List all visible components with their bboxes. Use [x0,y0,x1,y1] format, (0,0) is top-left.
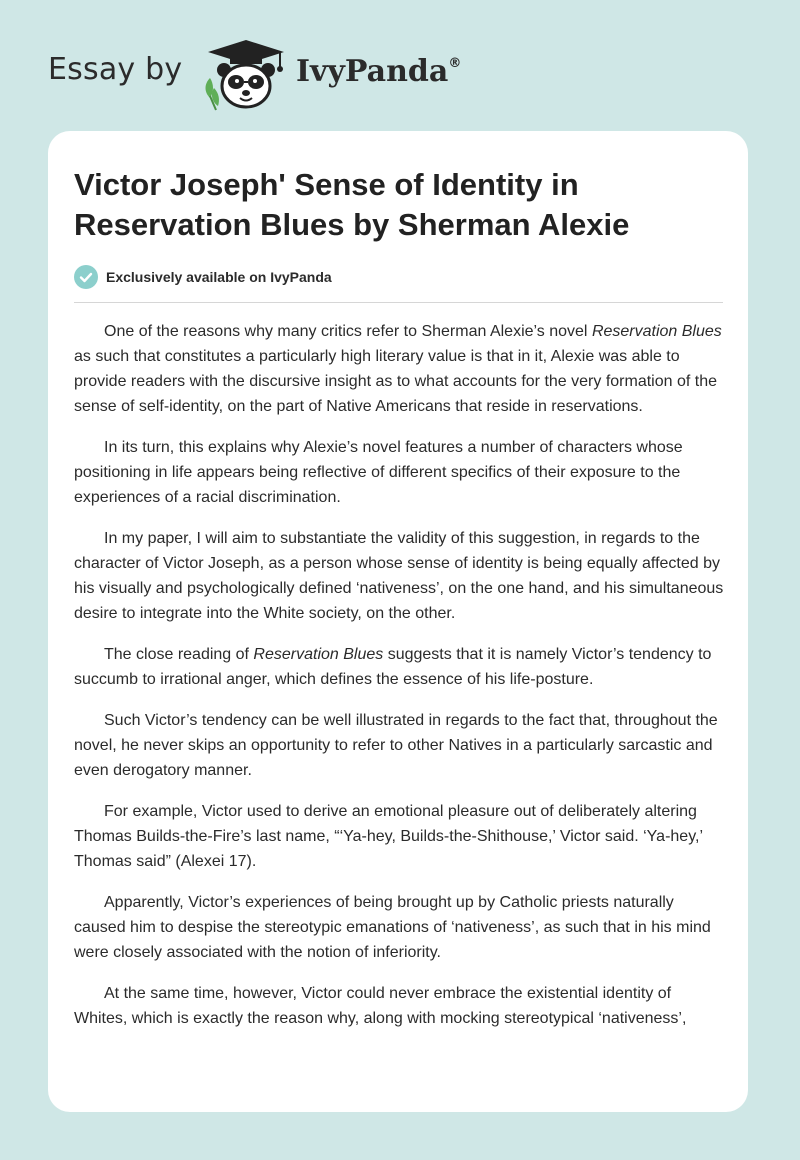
paragraph: Such Victor’s tendency can be well illustrated in regards to the fact that, throughout the novel, he never skips an opportunity to refer to other Natives in a particularly sarcastic and even derogatory manner. [74,712,718,779]
badge-label: Exclusively available on IvyPanda [106,269,332,285]
paragraph: The close reading of Reservation Blues suggests that it is namely Victor’s tendency to succumb to irrational anger, which defines the essence of his life-posture. [74,646,712,688]
book-title: Reservation Blues [253,646,384,663]
paragraph: One of the reasons why many critics refer to Sherman Alexie’s novel Reservation Blues as such that constitutes a particularly high literary value is that in it, Alexie was able to provide readers with the discursive insight as to what accounts for the very formation of the sense of self-identity, on the part of Native Americans that reside in reservations. [74,323,722,415]
page-title: Victor Joseph' Sense of Identity in Reservation Blues by Sherman Alexie [74,167,630,242]
brand-name[interactable]: IvyPanda® [296,54,462,89]
paragraph: In my paper, I will aim to substantiate the validity of this suggestion, in regards to the character of Victor Joseph, as a person whose sense of identity is being equally affected by his visually and psychologically defined ‘nativeness’, on the one hand, and his simultaneous desire to integrate into the White society, on the other. [74,530,724,622]
essay-card [48,131,748,1112]
essay-body [74,319,726,1047]
paragraph: At the same time, however, Victor could never embrace the existential identity of Whites, which is exactly the reason why, along with mocking stereotypical ‘nativeness’, [74,985,687,1027]
check-circle-icon [74,265,98,289]
site-header [0,0,800,130]
brand-prefix: Essay by [48,52,183,87]
exclusive-badge [74,265,332,289]
divider [74,302,723,303]
book-title: Reservation Blues [591,323,722,340]
paragraph: For example, Victor used to derive an emotional pleasure out of deliberately altering Thomas Builds-the-Fire’s last name, “‘Ya-hey, Builds-the-Shithouse,’ Victor said. ‘Ya-hey,’ Thomas said” (Alexei 17). [74,803,703,870]
panda-logo-icon[interactable] [200,38,292,112]
paragraph: In its turn, this explains why Alexie’s novel features a number of characters whose positioning in life appears being reflective of different specifics of their exposure to the experiences of a racial discrimination. [74,439,683,506]
paragraph: Apparently, Victor’s experiences of being brought up by Catholic priests naturally caused him to despise the stereotypic emanations of ‘nativeness’, as such that in his mind were closely associated with the notion of inferiority. [74,894,711,961]
